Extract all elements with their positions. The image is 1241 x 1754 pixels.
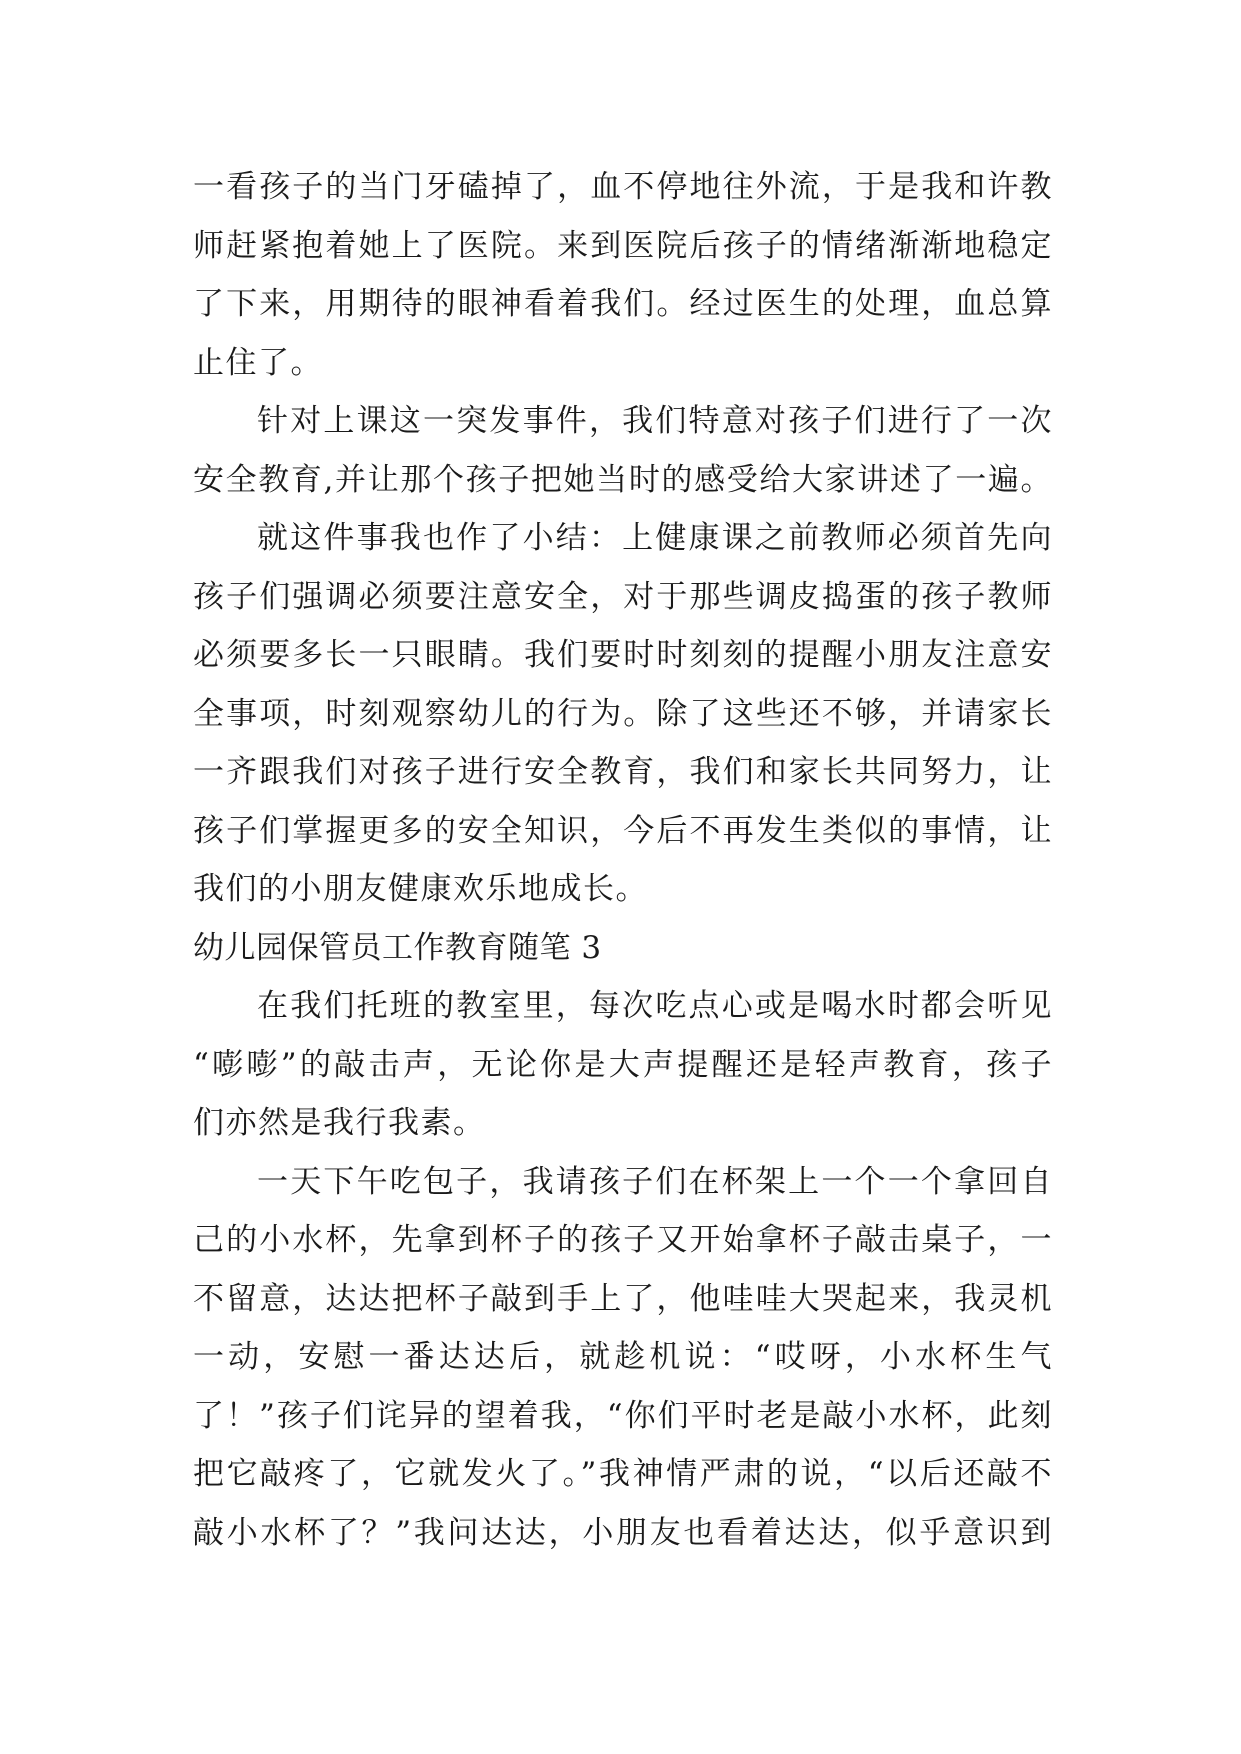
text-line: 就这件事我也作了小结：上健康课之前教师必须首先向 xyxy=(257,520,1053,556)
text-line: 敲小水杯了？”我问达达，小朋友也看着达达，似乎意识到 xyxy=(193,1514,1053,1551)
text-line: 一齐跟我们对孩子进行安全教育，我们和家长共同努力，让 xyxy=(193,754,1053,790)
text-line: 在我们托班的教室里，每次吃点心或是喝水时都会听见 xyxy=(257,988,1053,1024)
text-line: 了！”孩子们诧异的望着我，“你们平时老是敲小水杯，此刻 xyxy=(193,1397,1053,1434)
text-line: 们亦然是我行我素。 xyxy=(193,1105,486,1141)
body-text xyxy=(193,158,1053,1562)
text-line: 一天下午吃包子，我请孩子们在杯架上一个一个拿回自 xyxy=(257,1163,1053,1200)
text-line: 针对上课这一突发事件，我们特意对孩子们进行了一次 xyxy=(257,403,1053,439)
text-line: 一动，安慰一番达达后，就趁机说：“哎呀，小水杯生气 xyxy=(193,1339,1053,1375)
text-line: 止住了。 xyxy=(193,344,323,381)
text-line: 我们的小朋友健康欢乐地成长。 xyxy=(193,871,648,907)
text-line: 师赶紧抱着她上了医院。来到医院后孩子的情绪渐渐地稳定 xyxy=(193,227,1053,264)
text-line: 孩子们掌握更多的安全知识，今后不再发生类似的事情，让 xyxy=(193,812,1053,849)
text-line: 一看孩子的当门牙磕掉了，血不停地往外流，于是我和许教 xyxy=(193,169,1053,205)
text-line: 必须要多长一只眼睛。我们要时时刻刻的提醒小朋友注意安 xyxy=(193,637,1053,673)
text-line: 把它敲疼了，它就发火了。”我神情严肃的说，“以后还敲不 xyxy=(193,1456,1053,1492)
text-line: 孩子们强调必须要注意安全，对于那些调皮捣蛋的孩子教师 xyxy=(193,578,1053,615)
text-line: 全事项，时刻观察幼儿的行为。除了这些还不够，并请家长 xyxy=(193,695,1053,732)
text-line: 了下来，用期待的眼神看着我们。经过医生的处理，血总算 xyxy=(193,286,1053,322)
text-line: 不留意，达达把杯子敲到手上了，他哇哇大哭起来，我灵机 xyxy=(193,1280,1053,1317)
text-line: 己的小水杯，先拿到杯子的孩子又开始拿杯子敲击桌子，一 xyxy=(193,1222,1053,1258)
text-line: “嘭嘭”的敲击声，无论你是大声提醒还是轻声教育，孩子 xyxy=(193,1046,1053,1083)
text-line: 安全教育,并让那个孩子把她当时的感受给大家讲述了一遍。 xyxy=(193,461,1053,498)
section-heading: 幼儿园保管员工作教育随笔 3 xyxy=(193,929,602,966)
